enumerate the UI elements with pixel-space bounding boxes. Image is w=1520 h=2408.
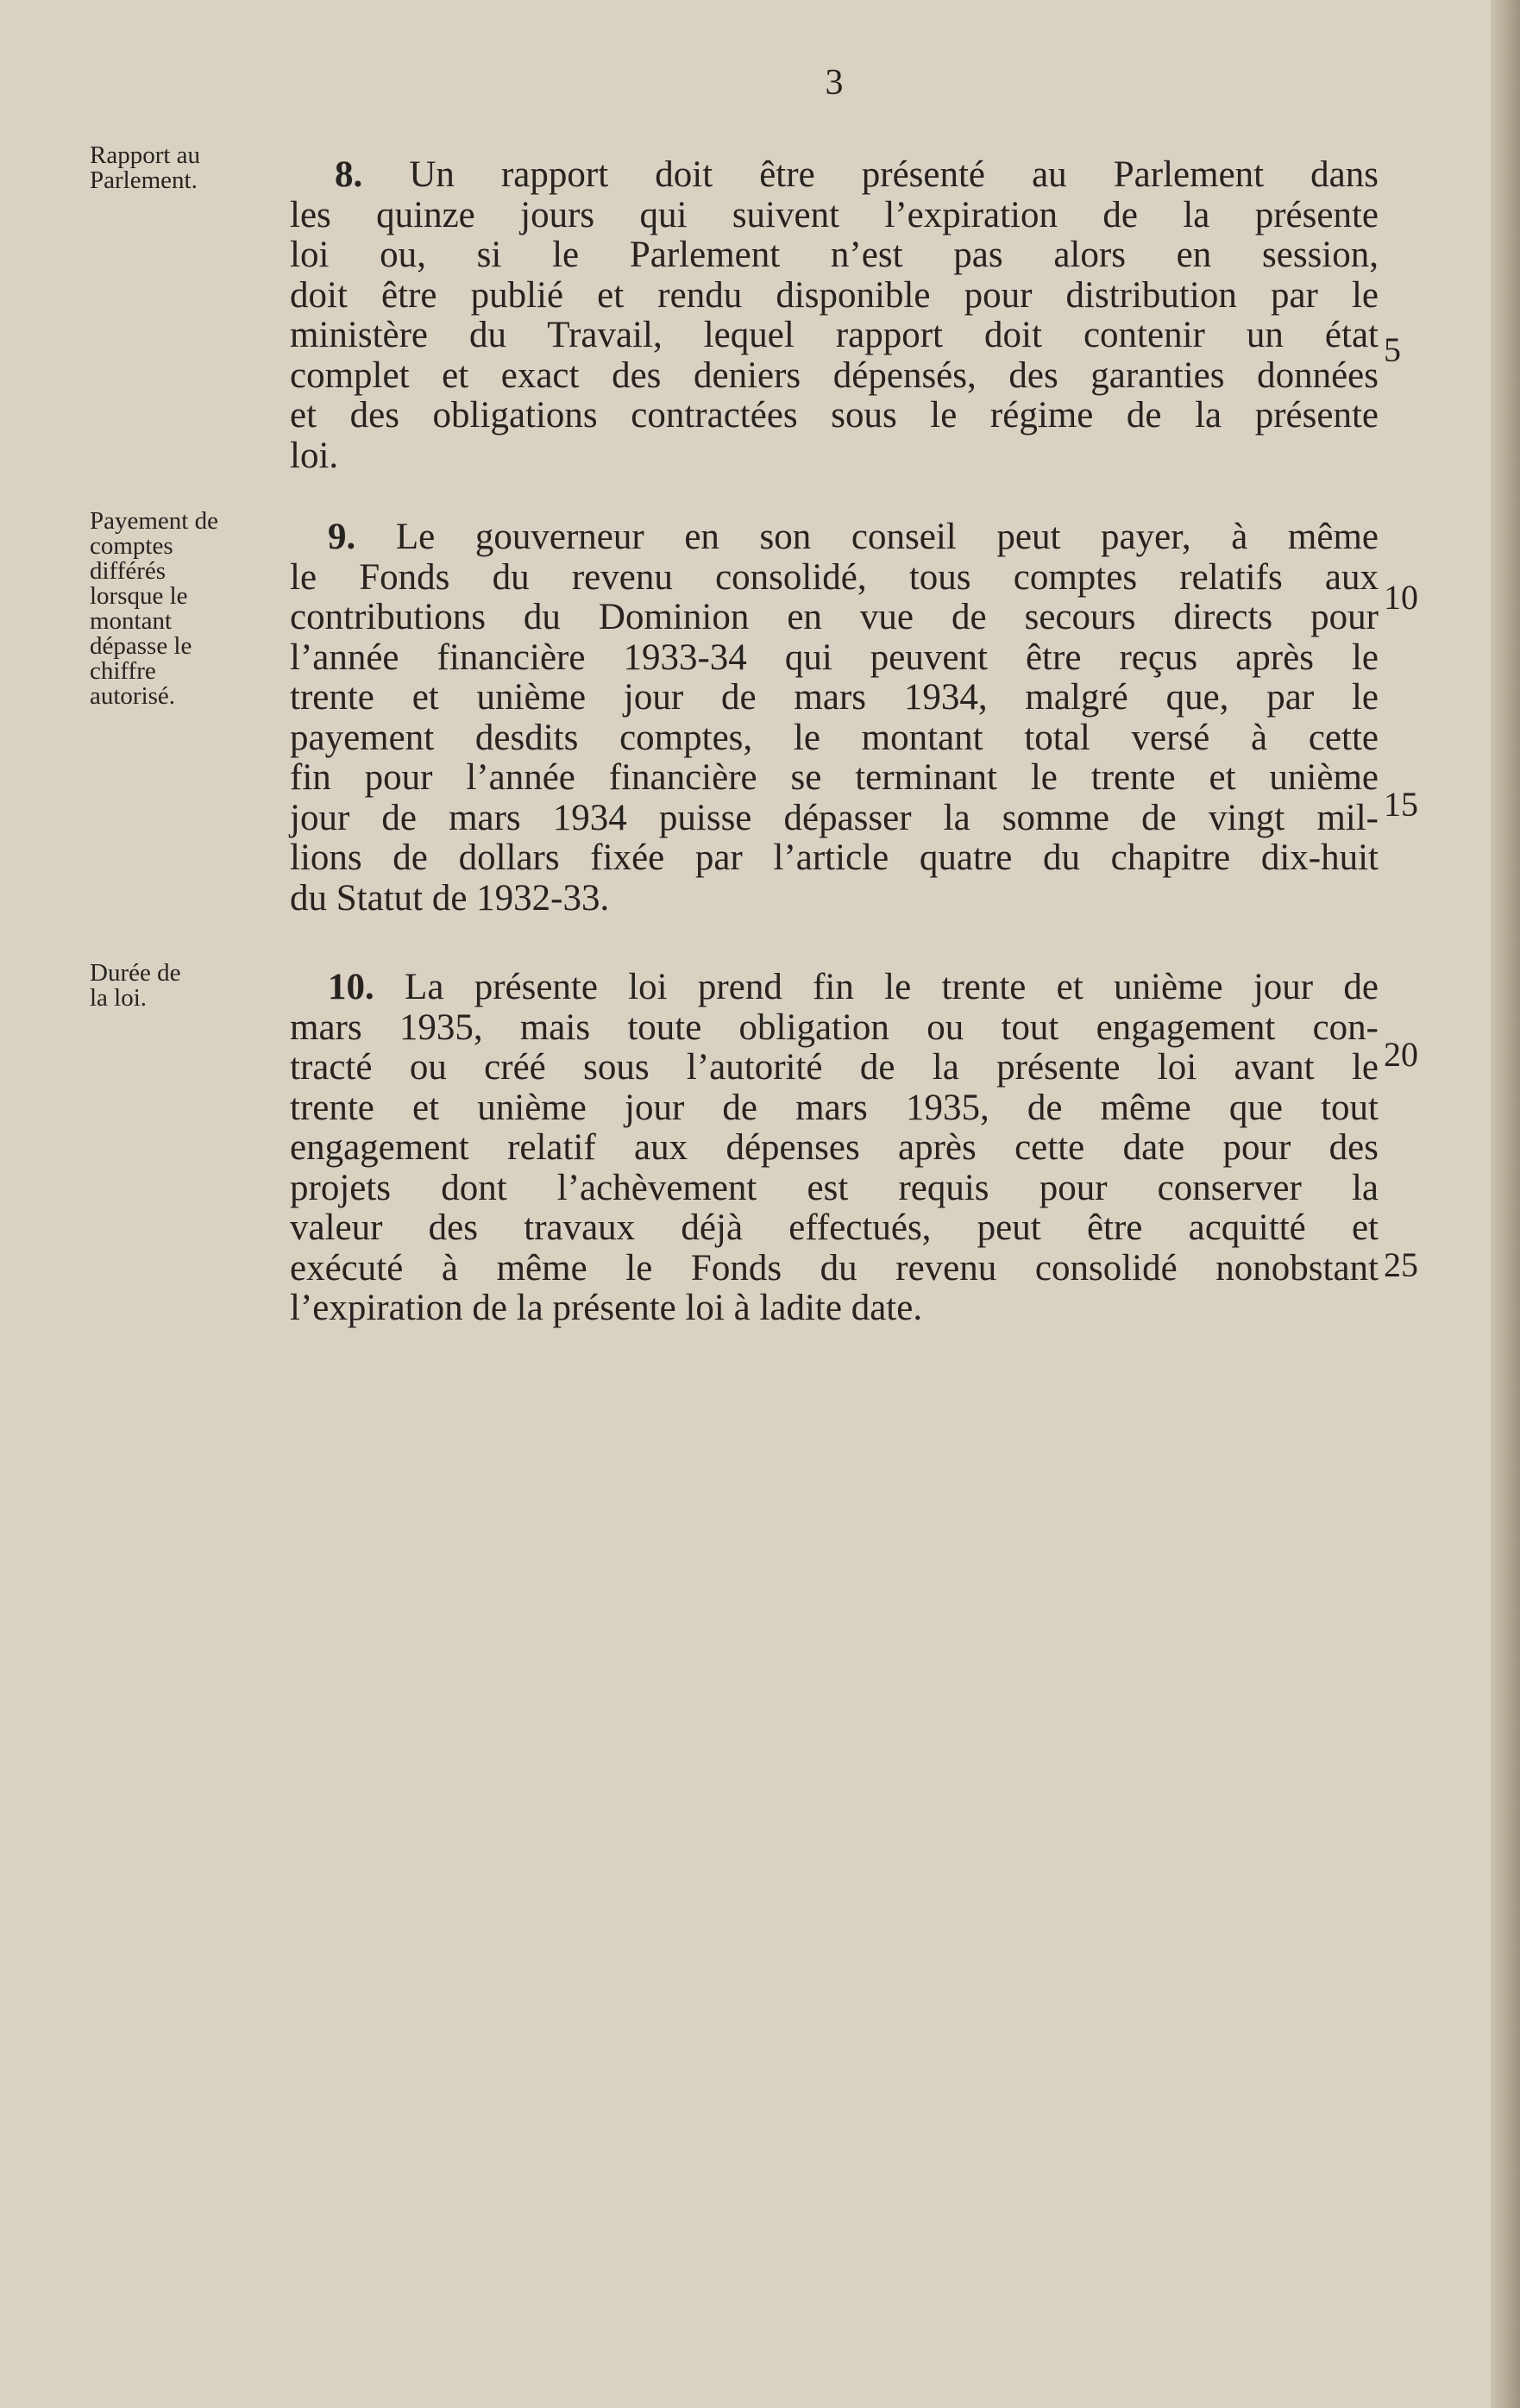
paragraph-line: lions de dollars fixée par l’article quatre du chapitre dix-huit [290, 837, 1379, 878]
paragraph-line: exécuté à même le Fonds du revenu consolidé nonobstant [290, 1247, 1379, 1289]
margin-note-line: autorisé. [90, 682, 176, 710]
margin-note-line: différés [90, 557, 166, 585]
paragraph-line: tracté ou créé sous l’autorité de la présente loi avant le [290, 1047, 1379, 1088]
margin-note-line: dépasse le [90, 632, 192, 660]
paragraph-line: loi. [290, 435, 339, 476]
margin-note-line: montant [90, 607, 173, 635]
line-number: 10 [1384, 578, 1418, 617]
paragraph-line: du Statut de 1932-33. [290, 877, 610, 919]
paragraph-line: loi ou, si le Parlement n’est pas alors en session, [290, 235, 1379, 275]
margin-note-section-10 [90, 961, 288, 1011]
paragraph-line: jour de mars 1934 puisse dépasser la somme de vingt mil- [290, 797, 1379, 838]
line-number: 25 [1384, 1245, 1418, 1284]
margin-note-line: Rapport au [90, 141, 201, 169]
margin-note-line: Durée de [90, 959, 181, 987]
section-8-paragraph [290, 155, 1379, 476]
margin-note-line: Parlement. [90, 166, 198, 194]
line-number: 15 [1384, 785, 1418, 824]
paragraph-line: le Fonds du revenu consolidé, tous comptes relatifs aux [290, 556, 1379, 598]
paragraph-line: 9. Le gouverneur en son conseil peut payer, à même [328, 517, 1379, 557]
paragraph-line: projets dont l’achèvement est requis pour conserver la [290, 1167, 1379, 1208]
paragraph-line: trente et unième jour de mars 1935, de même que tout [290, 1087, 1379, 1128]
paragraph-line: fin pour l’année financière se terminant le trente et unième [290, 757, 1379, 798]
book-spine-shadow [1491, 0, 1520, 2408]
paragraph-line: complet et exact des deniers dépensés, des garanties données [290, 354, 1379, 396]
paragraph-line: ministère du Travail, lequel rapport doit contenir un état [290, 315, 1379, 355]
section-number: 8. [335, 154, 363, 195]
paragraph-line: 10. La présente loi prend fin le trente et unième jour de [328, 967, 1379, 1007]
paragraph-line: contributions du Dominion en vue de secours directs pour [290, 597, 1379, 637]
section-number: 9. [328, 517, 356, 557]
margin-note-line: Payement de [90, 507, 218, 535]
line-number: 5 [1384, 330, 1401, 369]
margin-note-line: la loi. [90, 984, 148, 1012]
paragraph-line: mars 1935, mais toute obligation ou tout engagement con- [290, 1006, 1379, 1048]
paragraph-line: doit être publié et rendu disponible pour distribution par le [290, 274, 1379, 316]
page-number: 3 [825, 63, 844, 103]
section-9-paragraph [290, 517, 1379, 919]
margin-note-line: lorsque le [90, 582, 188, 610]
paragraph-line: trente et unième jour de mars 1934, malgré que, par le [290, 677, 1379, 718]
section-number: 10. [328, 967, 374, 1007]
paragraph-line: l’expiration de la présente loi à ladite date. [290, 1288, 923, 1328]
line-number: 20 [1384, 1035, 1418, 1074]
margin-note-line: chiffre [90, 657, 156, 685]
section-10-paragraph [290, 968, 1379, 1329]
paragraph-line: 8. Un rapport doit être présenté au Parlement dans [335, 154, 1379, 195]
paragraph-line: payement desdits comptes, le montant total versé à cette [290, 717, 1379, 758]
paragraph-line: valeur des travaux déjà effectués, peut être acquitté et [290, 1207, 1379, 1248]
margin-note-line: comptes [90, 532, 173, 560]
paragraph-line: l’année financière 1933-34 qui peuvent être reçus après le [290, 636, 1379, 678]
margin-note-section-8 [90, 143, 288, 193]
paragraph-line: engagement relatif aux dépenses après cette date pour des [290, 1127, 1379, 1168]
margin-note-section-9 [90, 509, 288, 709]
paragraph-line: les quinze jours qui suivent l’expiration de la présente [290, 194, 1379, 235]
paragraph-line: et des obligations contractées sous le régime de la présente [290, 395, 1379, 436]
